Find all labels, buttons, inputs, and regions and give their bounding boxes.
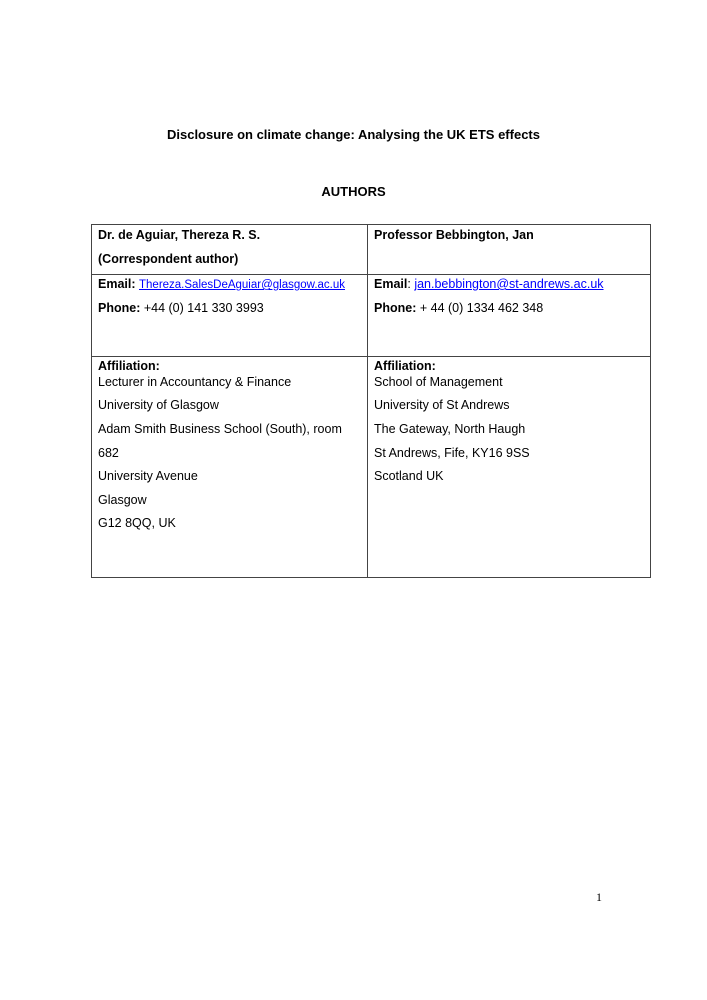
author2-email-separator: : [407, 277, 411, 291]
page-number: 1 [596, 890, 602, 904]
author2-affiliation-cell [368, 357, 651, 578]
author1-contact-cell [92, 275, 368, 357]
author1-name-cell [92, 225, 368, 275]
author1-email-link[interactable]: Thereza.SalesDeAguiar@glasgow.ac.uk [139, 279, 346, 291]
author1-phone-label: Phone: [98, 300, 141, 315]
author-affiliation-row [92, 357, 651, 578]
author1-affiliation-line: Lecturer in Accountancy & Finance [98, 374, 292, 389]
author2-phone-label: Phone: [374, 300, 417, 315]
author1-email-label: Email: [98, 277, 136, 291]
author2-name: Professor Bebbington, Jan [374, 228, 534, 242]
author-names-row [92, 225, 651, 275]
author2-affiliation-line: University of St Andrews [374, 398, 510, 413]
author2-affiliation-line: The Gateway, North Haugh [374, 421, 526, 436]
author2-affiliation-label: Affiliation: [374, 359, 436, 373]
author1-affiliation-label: Affiliation: [98, 359, 160, 373]
author1-name: Dr. de Aguiar, Thereza R. S. [98, 228, 261, 242]
author1-affiliation-line: 682 [98, 445, 119, 460]
author2-affiliation-line: Scotland UK [374, 469, 444, 484]
author1-affiliation-cell [92, 357, 368, 578]
authors-heading: AUTHORS [321, 184, 386, 199]
authors-table [91, 224, 651, 578]
document-title: Disclosure on climate change: Analysing the UK ETS effects [166, 127, 540, 142]
author1-affiliation-line: Adam Smith Business School (South), room [98, 421, 342, 436]
author1-role: (Correspondent author) [98, 251, 239, 266]
author2-name-cell [368, 225, 651, 275]
author1-affiliation-line: University Avenue [98, 469, 198, 484]
author1-affiliation-line: G12 8QQ, UK [98, 516, 176, 531]
author1-phone: +44 (0) 141 330 3993 [143, 300, 264, 315]
author2-email-label: Email [374, 277, 408, 291]
author2-contact-cell [368, 275, 651, 357]
author2-email-link[interactable]: jan.bebbington@st-andrews.ac.uk [414, 277, 604, 291]
author-contact-row [92, 275, 651, 357]
author1-affiliation-line: University of Glasgow [98, 398, 219, 413]
author2-affiliation-line: St Andrews, Fife, KY16 9SS [374, 445, 530, 460]
author1-affiliation-line: Glasgow [98, 492, 147, 507]
author2-phone: + 44 (0) 1334 462 348 [419, 300, 544, 315]
author2-affiliation-line: School of Management [374, 374, 503, 389]
